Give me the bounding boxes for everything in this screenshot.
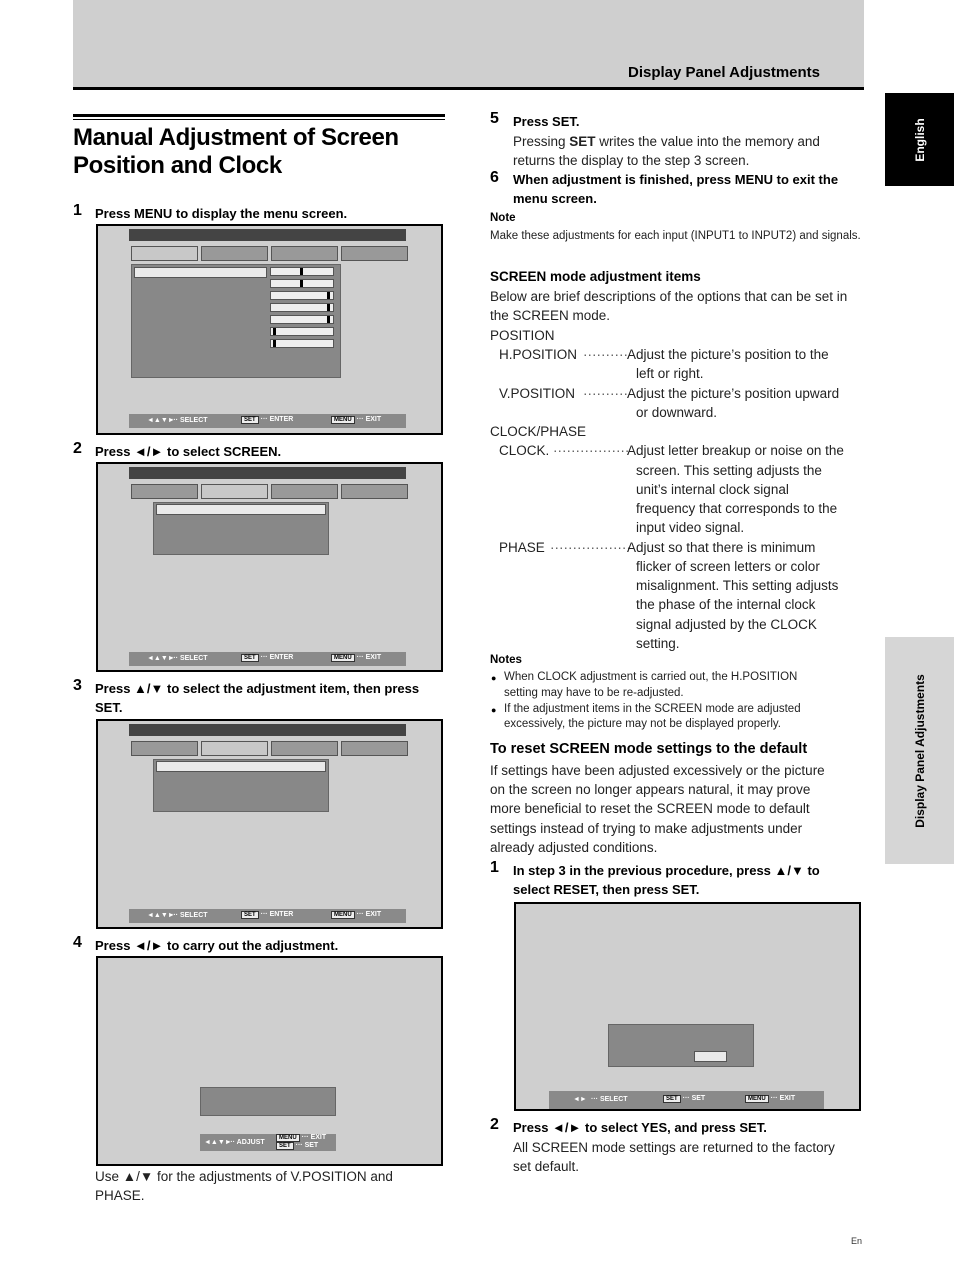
screen-illustration-adjust-item	[96, 719, 443, 929]
page-title	[73, 124, 453, 180]
reset-intro: on the screen no longer appears natural, it may prove	[490, 782, 811, 797]
menu-tab	[341, 484, 408, 499]
guide-enter: ··· ENTER	[260, 911, 294, 918]
slider	[270, 291, 334, 300]
step4-note: Use ▲/▼ for the adjustments of V.POSITION and PHASE.	[95, 1169, 393, 1204]
step-body: set default.	[513, 1159, 580, 1174]
guide-bar	[200, 1134, 336, 1151]
step5-body-post: writes the value into the memory and returns the display to the step 3 screen.	[513, 134, 820, 169]
menu-key: MENU	[331, 654, 355, 662]
screen-illustration-adjustment	[96, 956, 443, 1166]
bullet-icon: ●	[491, 673, 497, 683]
section-tab	[885, 637, 954, 864]
leader-dots: ··········	[583, 347, 628, 362]
note-item: If the adjustment items in the SCREEN mode are adjusted	[504, 703, 801, 715]
menu-key: MENU	[276, 1134, 300, 1142]
guide-enter-group	[241, 911, 293, 919]
guide-set-group	[663, 1095, 705, 1103]
item-desc: Adjust letter breakup or noise on the	[627, 443, 844, 458]
menu-tab	[131, 741, 198, 756]
set-word: SET	[569, 134, 596, 149]
menu-title-bar	[129, 467, 406, 479]
item-desc: flicker of screen letters or color	[636, 559, 820, 574]
set-key: SET	[276, 1142, 294, 1150]
adjust-panel	[200, 1087, 336, 1116]
step-number: 2	[73, 440, 82, 457]
slider	[270, 327, 334, 336]
item-desc: input video signal.	[636, 520, 745, 535]
item-desc: the phase of the internal clock	[636, 597, 816, 612]
header-rule	[73, 87, 864, 90]
step-number: 5	[490, 110, 499, 127]
step-text: Press ◄/► to carry out the adjustment.	[95, 938, 339, 953]
guide-exit: ··· EXIT	[356, 654, 382, 661]
menu-tab	[341, 741, 408, 756]
reset-panel	[608, 1024, 754, 1067]
note-item: When CLOCK adjustment is carried out, the H.POSITION	[504, 671, 798, 683]
bullet-icon: ●	[491, 705, 497, 715]
item-desc: frequency that corresponds to the	[636, 501, 838, 516]
guide-exit: ··· EXIT	[356, 911, 382, 918]
guide-set: ··· SET	[295, 1142, 319, 1149]
step-number: 2	[490, 1116, 499, 1133]
item-desc: signal adjusted by the CLOCK	[636, 617, 817, 632]
section-title: Display Panel Adjustments	[628, 64, 820, 81]
item-desc: screen. This setting adjusts the	[636, 463, 822, 478]
slider	[270, 303, 334, 312]
set-key: SET	[241, 911, 259, 919]
arrows-icon: ◄▲▼►	[147, 417, 175, 424]
step-body: All SCREEN mode settings are returned to the factory	[513, 1140, 835, 1155]
reset-intro: more beneficial to reset the SCREEN mode to default	[490, 801, 810, 816]
step-number: 1	[490, 859, 499, 876]
item-desc: or downward.	[636, 405, 718, 420]
item-desc: Adjust the picture’s position to the	[627, 347, 829, 362]
guide-enter-group	[241, 654, 293, 662]
guide-bar	[129, 909, 406, 923]
screen-illustration-select	[96, 462, 443, 672]
menu-tab	[271, 741, 338, 756]
reset-intro: already adjusted conditions.	[490, 840, 658, 855]
guide-adjust: ··· ADJUST	[228, 1139, 265, 1146]
note-heading: Note	[490, 212, 516, 224]
guide-enter: ··· ENTER	[260, 654, 294, 661]
note-item: excessively, the picture may not be displayed properly.	[504, 718, 781, 730]
reset-intro: settings instead of trying to make adjustments under	[490, 821, 803, 836]
guide-exit-group	[745, 1095, 795, 1103]
step5-body	[513, 132, 858, 171]
step-text: In step 3 in the previous procedure, press ▲/▼ to	[513, 863, 820, 878]
page-title-line1: Manual Adjustment of Screen	[73, 124, 399, 151]
leader-dots: ·················	[553, 443, 630, 458]
set-key: SET	[241, 654, 259, 662]
note-text: Make these adjustments for each input (INPUT1 to INPUT2) and signals.	[490, 230, 861, 242]
item-desc: Adjust the picture’s position upward	[627, 386, 840, 401]
guide-select: ··· SELECT	[171, 417, 208, 424]
page-title-line2: Position and Clock	[73, 152, 282, 179]
guide-set: ··· SET	[682, 1095, 706, 1102]
screen-mode-heading: SCREEN mode adjustment items	[490, 269, 701, 284]
screen-illustration-menu	[96, 224, 443, 435]
arrows-icon: ◄▲▼►	[204, 1139, 232, 1146]
arrows-icon: ◄▲▼►	[147, 655, 175, 662]
step-title: Press ◄/► to select YES, and press SET.	[513, 1120, 767, 1135]
menu-title-bar	[129, 724, 406, 736]
notes-heading: Notes	[490, 654, 522, 666]
menu-tab	[341, 246, 408, 261]
guide-exit-group	[331, 654, 381, 662]
item-desc: left or right.	[636, 366, 704, 381]
guide-bar	[129, 652, 406, 666]
note-item: setting may have to be re-adjusted.	[504, 687, 684, 699]
step-title: Press SET.	[513, 114, 580, 129]
step-number: 6	[490, 169, 499, 186]
title-rule-thin	[73, 119, 445, 120]
menu-highlight	[156, 504, 326, 515]
menu-highlight	[134, 267, 267, 278]
step-number: 1	[73, 202, 82, 219]
guide-select: ··· SELECT	[171, 912, 208, 919]
guide-exit: ··· EXIT	[770, 1095, 796, 1102]
guide-bar	[129, 414, 406, 428]
guide-bar	[549, 1091, 824, 1109]
guide-select: ··· SELECT	[591, 1096, 628, 1103]
item-desc: misalignment. This setting adjusts	[636, 578, 839, 593]
item-desc: unit’s internal clock signal	[636, 482, 789, 497]
set-key: SET	[241, 416, 259, 424]
guide-exit: ··· EXIT	[301, 1134, 327, 1141]
step-number: 4	[73, 934, 82, 951]
guide-exit-group	[276, 1134, 326, 1142]
reset-heading: To reset SCREEN mode settings to the default	[490, 741, 808, 757]
leader-dots: ··········	[583, 386, 628, 401]
language-tab-label: English	[912, 117, 927, 162]
menu-tab	[131, 484, 198, 499]
step-text: Press MENU to display the menu screen.	[95, 206, 348, 221]
item-term: H.POSITION	[499, 347, 578, 362]
set-key: SET	[663, 1095, 681, 1103]
item-term: PHASE	[499, 540, 545, 555]
group-name: POSITION	[490, 328, 555, 343]
item-desc: setting.	[636, 636, 680, 651]
screen-illustration-reset	[514, 902, 861, 1111]
menu-tab	[201, 741, 268, 756]
guide-exit: ··· EXIT	[356, 416, 382, 423]
group-name: CLOCK/PHASE	[490, 424, 587, 439]
item-term: CLOCK.	[499, 443, 550, 458]
step-text: select RESET, then press SET.	[513, 882, 700, 897]
slider	[270, 279, 334, 288]
step-title: When adjustment is finished, press MENU to exit the menu screen.	[513, 172, 839, 206]
step-text: Press ◄/► to select SCREEN.	[95, 444, 282, 459]
guide-set-group	[276, 1142, 318, 1150]
guide-exit-group	[331, 911, 381, 919]
menu-tab	[131, 246, 198, 261]
slider	[270, 267, 334, 276]
language-tab	[885, 93, 954, 186]
guide-exit-group	[331, 416, 381, 424]
menu-key: MENU	[745, 1095, 769, 1103]
menu-key: MENU	[331, 911, 355, 919]
menu-highlight	[156, 761, 326, 772]
guide-enter: ··· ENTER	[260, 416, 294, 423]
reset-intro: If settings have been adjusted excessively or the picture	[490, 763, 825, 778]
leader-dots: ··················	[550, 540, 631, 555]
arrows-icon: ◄▲▼►	[147, 912, 175, 919]
screen-mode-intro: Below are brief descriptions of the options that can be set in the SCREEN mode.	[490, 289, 848, 324]
slider	[270, 315, 334, 324]
page-language-code: En	[851, 1236, 863, 1246]
guide-select: ··· SELECT	[171, 655, 208, 662]
item-desc: Adjust so that there is minimum	[627, 540, 816, 555]
step-number: 3	[73, 677, 82, 694]
arrows-icon: ◄►	[573, 1096, 587, 1103]
title-rule	[73, 114, 445, 117]
slider	[270, 339, 334, 348]
menu-tab	[201, 246, 268, 261]
item-term: V.POSITION	[499, 386, 576, 401]
menu-tab	[271, 246, 338, 261]
menu-key: MENU	[331, 416, 355, 424]
yes-option-highlight	[694, 1051, 727, 1062]
section-tab-label: Display Panel Adjustments	[912, 673, 927, 828]
step-text: Press ▲/▼ to select the adjustment item, then press SET.	[95, 681, 420, 715]
menu-tab	[201, 484, 268, 499]
menu-title-bar	[129, 229, 406, 241]
menu-tab	[271, 484, 338, 499]
step5-body-pre: Pressing	[513, 134, 570, 149]
guide-enter-group	[241, 416, 293, 424]
